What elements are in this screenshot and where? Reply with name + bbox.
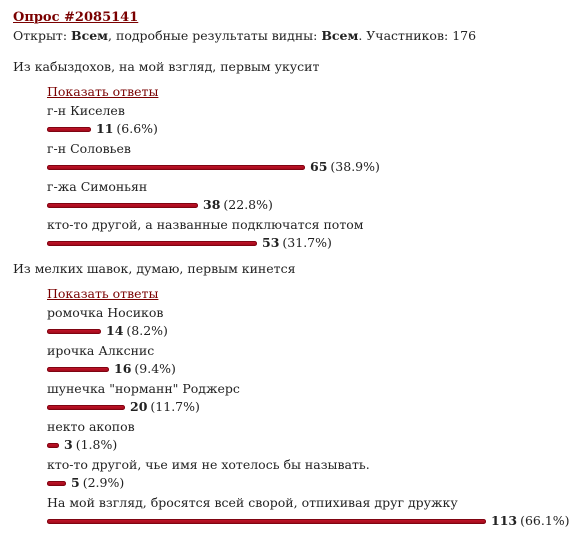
answer-label: г-н Соловьев [47, 141, 131, 156]
answer-label: г-н Киселев [47, 103, 125, 118]
answer-item [47, 178, 573, 216]
vote-count: 38 [203, 197, 221, 212]
answer-result-row [47, 120, 573, 138]
show-answers-link[interactable]: Показать ответы [47, 286, 159, 301]
answer-item [47, 494, 573, 532]
questions [13, 58, 573, 532]
question-text: Из мелких шавок, думаю, первым кинется [13, 261, 296, 276]
answer-result-row [47, 360, 573, 378]
results-label: , подробные результаты видны: [108, 28, 318, 43]
result-bar [47, 405, 125, 410]
vote-percent: (8.2%) [126, 323, 168, 338]
answer-item [47, 456, 573, 494]
answer-label: г-жа Симоньян [47, 179, 148, 194]
answer-label: кто-то другой, а названные подключатся потом [47, 217, 364, 232]
answer-result-row [47, 158, 573, 176]
result-bar [47, 165, 305, 170]
result-bar [47, 203, 198, 208]
answer-item [47, 342, 573, 380]
vote-count: 65 [310, 159, 328, 174]
result-bar [47, 481, 66, 486]
vote-count: 16 [114, 361, 132, 376]
answers-list [47, 83, 573, 254]
result-bar [47, 329, 101, 334]
answer-result-row [47, 474, 573, 492]
participants-label: . Участников: [358, 28, 449, 43]
answer-label: кто-то другой, чье имя не хотелось бы называть. [47, 457, 370, 472]
answer-result-row [47, 398, 573, 416]
answer-item [47, 380, 573, 418]
answer-item [47, 216, 573, 254]
vote-percent: (2.9%) [82, 475, 125, 490]
vote-count: 14 [106, 323, 124, 338]
result-bar [47, 127, 91, 132]
vote-count: 53 [262, 235, 280, 250]
vote-percent: (31.7%) [282, 235, 332, 250]
answer-label: шунечка "норманн" Роджерс [47, 381, 240, 396]
vote-percent: (6.6%) [116, 121, 158, 136]
show-answers-link[interactable]: Показать ответы [47, 84, 159, 99]
poll-title-link[interactable]: Опрос #2085141 [13, 10, 139, 25]
vote-percent: (38.9%) [330, 159, 380, 174]
answer-result-row [47, 234, 573, 252]
vote-percent: (11.7%) [150, 399, 200, 414]
answer-result-row [47, 196, 573, 214]
answer-label: На мой взгляд, бросятся всей сворой, отпихивая друг дружку [47, 495, 458, 510]
vote-count: 20 [130, 399, 148, 414]
result-bar [47, 443, 59, 448]
answer-item [47, 140, 573, 178]
answer-result-row [47, 512, 573, 530]
result-bar [47, 519, 486, 524]
answer-result-row [47, 436, 573, 454]
participants-count: 176 [452, 28, 477, 43]
answer-label: ирочка Алкснис [47, 343, 155, 358]
vote-percent: (22.8%) [223, 197, 273, 212]
answers-list [47, 285, 573, 532]
vote-count: 3 [64, 437, 73, 452]
answer-item [47, 102, 573, 140]
vote-percent: (1.8%) [75, 437, 118, 452]
open-label: Открыт: [13, 28, 68, 43]
result-bar [47, 367, 109, 372]
question-text: Из кабыздохов, на мой взгляд, первым укусит [13, 59, 320, 74]
answer-result-row [47, 322, 573, 340]
open-value: Всем [71, 28, 109, 43]
answer-item [47, 418, 573, 456]
vote-count: 11 [96, 121, 114, 136]
answer-label: некто акопов [47, 419, 135, 434]
result-bar [47, 241, 257, 246]
answer-item [47, 304, 573, 342]
vote-percent: (9.4%) [134, 361, 176, 376]
poll-meta [13, 27, 573, 45]
answer-label: ромочка Носиков [47, 305, 164, 320]
results-value: Всем [321, 28, 359, 43]
vote-count: 5 [71, 475, 80, 490]
vote-count: 113 [491, 513, 518, 528]
vote-percent: (66.1%) [520, 513, 570, 528]
